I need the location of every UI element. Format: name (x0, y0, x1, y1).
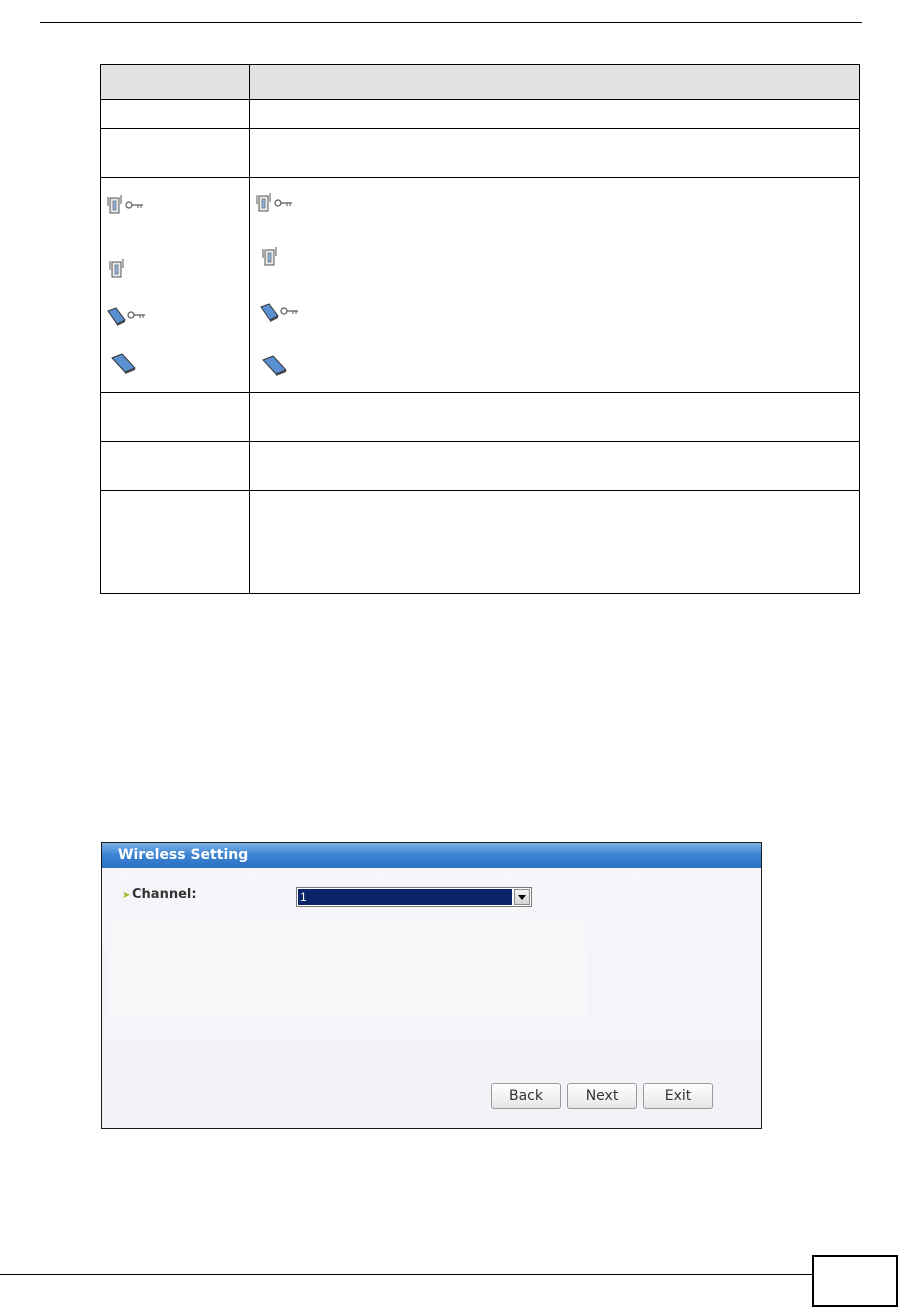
table-row-icons (101, 178, 860, 393)
footer-rule (0, 1274, 812, 1275)
channel-select[interactable] (296, 887, 532, 907)
content-panel (108, 919, 588, 1019)
icon-list-left (101, 178, 250, 393)
field-description-table (100, 64, 860, 594)
table-row (101, 491, 860, 594)
adhoc-icon (262, 354, 290, 376)
table-row (101, 442, 860, 491)
header-rule (40, 22, 862, 23)
adhoc-icon (111, 352, 139, 374)
icon-list-right (250, 178, 860, 393)
arrow-bullet-icon: ➤ (122, 890, 131, 901)
adhoc-secured-icon (260, 302, 310, 322)
access-point-secured-icon (107, 194, 157, 216)
access-point-icon (107, 258, 129, 280)
table-row (101, 129, 860, 178)
header-cell-description (250, 65, 860, 100)
dialog-title: Wireless Setting (118, 847, 249, 863)
chevron-down-icon[interactable] (514, 889, 530, 905)
table-row (101, 100, 860, 129)
header-cell-label (101, 65, 250, 100)
access-point-secured-icon (256, 192, 306, 214)
adhoc-secured-icon (107, 306, 157, 326)
channel-selected-value: 1 (298, 889, 512, 905)
next-button[interactable]: Next (567, 1083, 637, 1109)
dialog-titlebar (102, 843, 761, 868)
access-point-icon (260, 246, 282, 268)
back-button[interactable]: Back (491, 1083, 561, 1109)
table-header-row (101, 65, 860, 100)
wireless-setting-dialog (101, 842, 762, 1129)
page-number-box (812, 1255, 898, 1307)
exit-button[interactable]: Exit (643, 1083, 713, 1109)
table-row (101, 393, 860, 442)
channel-label: Channel: (132, 887, 197, 902)
